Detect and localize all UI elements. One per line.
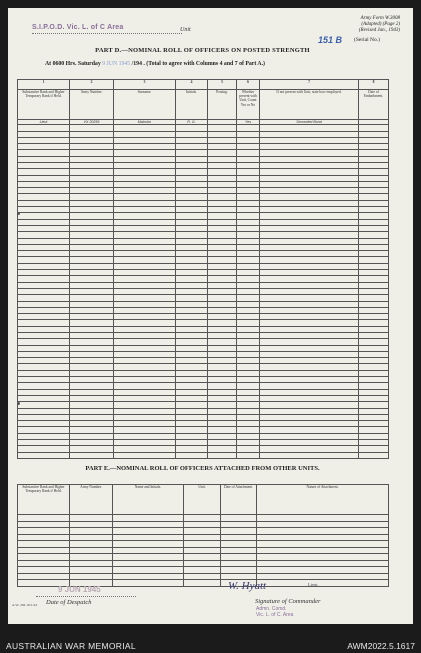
- form-revised: (Revised Jan., 1943): [358, 28, 400, 33]
- column-header-row: [18, 485, 389, 515]
- col-number: 6: [237, 80, 260, 90]
- print-reference: A.W. 284 10/1/44: [12, 603, 37, 607]
- blank-cell: [114, 452, 176, 458]
- stamp-line: Admn. Comd.: [256, 606, 287, 612]
- col-number: 3: [114, 80, 176, 90]
- entry-present: Yes: [237, 120, 260, 125]
- col-header-rank: Substantive Rank and Higher Temporary Rank if Held.: [18, 90, 70, 120]
- subtitle-suffix: /194 . (Total to agree with Columns 4 and 7 of Part A.): [131, 61, 265, 67]
- despatch-dotted-line: [36, 596, 136, 597]
- entry-surname: Malcolm: [114, 120, 176, 125]
- part-d-title: PART D.—NOMINAL ROLL OF OFFICERS ON POSTED STRENGTH: [95, 47, 310, 54]
- entry-initials: R. G.: [176, 120, 208, 125]
- signature-rank: Lieut.: [308, 582, 319, 587]
- entry-employment: Seconded Bond: [260, 120, 359, 125]
- stamp-line: Vic. L. of C. Area: [256, 612, 294, 618]
- signature-label: Signature of Commander: [255, 598, 321, 605]
- blank-cell: [70, 452, 114, 458]
- part-d-subtitle: [45, 61, 265, 67]
- punch-mark: [17, 212, 20, 215]
- entry-army-number: VX 20259: [70, 120, 114, 125]
- col-number: 2: [70, 80, 114, 90]
- entry-rank: Lieut: [18, 120, 70, 125]
- form-reference: [320, 16, 400, 34]
- col-header-posting: Posting.: [208, 90, 237, 120]
- col-header-rank: Substantive Rank and Higher Temporary Rank if Held.: [18, 485, 70, 515]
- col-number: 7: [260, 80, 359, 90]
- punch-mark: [17, 402, 20, 405]
- blank-cell: [184, 580, 221, 587]
- subtitle-prefix: At 0600 Hrs. Saturday: [45, 61, 101, 67]
- blank-cell: [257, 580, 389, 587]
- blank-cell: [237, 452, 260, 458]
- col-header-army-number: Army Number.: [70, 485, 113, 515]
- blank-cell: [260, 452, 359, 458]
- col-header-date: Date of Embarkment.: [359, 90, 389, 120]
- col-number: 4: [176, 80, 208, 90]
- unit-dotted-line: [32, 33, 182, 34]
- blank-row: [18, 452, 389, 458]
- col-number: 1: [18, 80, 70, 90]
- form-number: Army Form W.3008: [360, 16, 400, 21]
- col-header-unit: Unit.: [184, 485, 221, 515]
- column-header-row: [18, 90, 389, 120]
- archive-institution: AUSTRALIAN WAR MEMORIAL: [6, 641, 136, 651]
- form-adapted: (Adapted) (Page 2): [361, 22, 400, 27]
- col-header-attachment-date: Date of Attachment.: [221, 485, 257, 515]
- serial-number: 151 B: [318, 35, 343, 45]
- part-d-table: [17, 79, 389, 459]
- col-header-employment: If not present with Unit, state how employed.: [260, 90, 359, 120]
- col-header-name: Name and Initials.: [113, 485, 184, 515]
- date-stamp: 9 JUN 1945: [102, 61, 131, 67]
- col-number: 5: [208, 80, 237, 90]
- col-header-attachment-nature: Nature of Attachment.: [257, 485, 389, 515]
- column-number-row: [18, 80, 389, 90]
- blank-cell: [18, 452, 70, 458]
- col-number: 8: [359, 80, 389, 90]
- unit-label: Unit: [180, 27, 191, 33]
- serial-label: (Serial No.): [354, 37, 380, 43]
- part-e-table: [17, 484, 389, 587]
- despatch-date-stamp: 9 JUN 1945: [58, 585, 101, 594]
- commander-signature: W. Hyatt: [228, 580, 267, 592]
- unit-stamp: S.I.P.O.D. Vic. L. of C Area: [32, 24, 124, 31]
- col-header-army-number: Army Number.: [70, 90, 114, 120]
- command-stamp: [256, 606, 293, 618]
- part-e-title: PART E.—NOMINAL ROLL OF OFFICERS ATTACHED FROM OTHER UNITS.: [85, 465, 320, 472]
- blank-cell: [208, 452, 237, 458]
- col-header-present: Whether present with Unit, Count Yes or No: [237, 90, 260, 120]
- blank-cell: [113, 580, 184, 587]
- despatch-label: Date of Despatch: [46, 599, 92, 606]
- blank-cell: [176, 452, 208, 458]
- col-header-initials: Initials.: [176, 90, 208, 120]
- blank-cell: [359, 452, 389, 458]
- archive-accession: AWM2022.5.1617: [347, 641, 415, 651]
- col-header-surname: Surname.: [114, 90, 176, 120]
